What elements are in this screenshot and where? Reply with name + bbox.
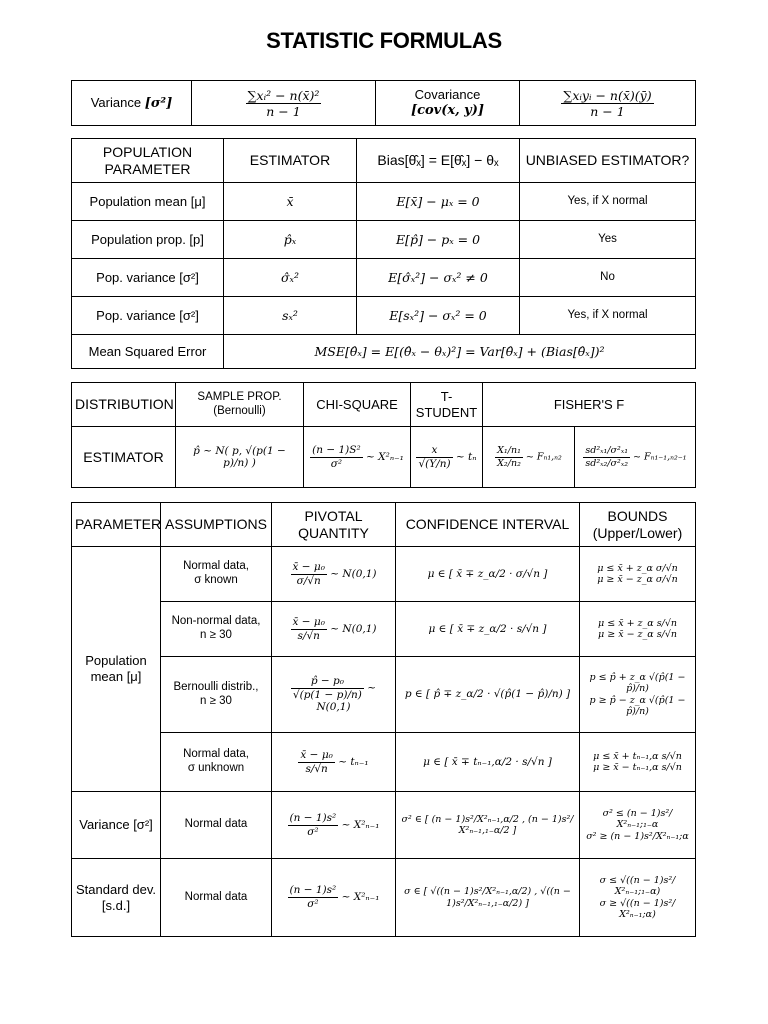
ci-cell: μ ∈ [ x̄ ∓ z_α/2 · s/√n ] bbox=[396, 602, 580, 657]
estimator-label: ESTIMATOR bbox=[72, 427, 176, 488]
fisher-formula-1: $\frac{\text{X₁/n₁}}{\text{X₂/n₂}}$ ~ Fₙ₁,ₙ₂ bbox=[483, 427, 575, 488]
pivot-cell: $\frac{\text{x̄ − μ₀}}{s/√n}$ ~ N(0,1) bbox=[272, 602, 396, 657]
row-unbiased: Yes bbox=[520, 221, 696, 259]
pivot-cell: $\frac{\text{x̄ − μ₀}}{\sigma/√n}$ ~ N(0,1) bbox=[272, 547, 396, 602]
row-estimator: σ̂ₓ² bbox=[224, 259, 357, 297]
ci-cell: μ ∈ [ x̄ ∓ z_α/2 · σ/√n ] bbox=[396, 547, 580, 602]
pivot-cell: $\frac{\text{x̄ − μ₀}}{s/√n}$ ~ tₙ₋₁ bbox=[272, 733, 396, 792]
row-estimator: sₓ² bbox=[224, 297, 357, 335]
sd-param-label: Standard dev. [s.d.] bbox=[72, 859, 161, 937]
bounds-cell: σ ≤ √((n − 1)s²/Χ²ₙ₋₁;₁₋α) σ ≥ √((n − 1)s²/Χ²ₙ₋₁;α) bbox=[580, 859, 696, 937]
row-param: Pop. variance [σ²] bbox=[72, 297, 224, 335]
assumption-cell: Normal data bbox=[161, 859, 272, 937]
chi-square-header: CHI-SQUARE bbox=[304, 383, 411, 427]
mse-formula: MSE[θ̂ₓ] = E[(θ̂ₓ − θₓ)²] = Var[θ̂ₓ] + (Bias[θ̂ₓ])² bbox=[224, 335, 696, 369]
assumption-cell: Bernoulli distrib., n ≥ 30 bbox=[161, 657, 272, 733]
bounds-cell: μ ≤ x̄ + z_α s/√n μ ≥ x̄ − z_α s/√n bbox=[580, 602, 696, 657]
header-population-parameter: POPULATION PARAMETER bbox=[72, 139, 224, 183]
chi-square-formula: $\frac{\text{(n − 1)S²}}{\text{σ²}}$ ~ Χ²ₙ₋₁ bbox=[304, 427, 411, 488]
row-param: Population mean [μ] bbox=[72, 183, 224, 221]
distribution-table bbox=[71, 382, 696, 488]
row-unbiased: Yes, if X normal bbox=[520, 297, 696, 335]
t-student-formula: $\frac{x}{√(Y/n)}$ ~ tₙ bbox=[411, 427, 483, 488]
header-pivotal-quantity: PIVOTAL QUANTITY bbox=[272, 503, 396, 547]
page-title: STATISTIC FORMULAS bbox=[266, 28, 502, 53]
bounds-cell: μ ≤ x̄ + z_α σ/√n μ ≥ x̄ − z_α σ/√n bbox=[580, 547, 696, 602]
row-unbiased: Yes, if X normal bbox=[520, 183, 696, 221]
sample-prop-header: SAMPLE PROP. (Bernoulli) bbox=[176, 383, 304, 427]
row-unbiased: No bbox=[520, 259, 696, 297]
header-unbiased: UNBIASED ESTIMATOR? bbox=[520, 139, 696, 183]
bounds-cell: σ² ≤ (n − 1)s²/Χ²ₙ₋₁;₁₋α σ² ≥ (n − 1)s²/Χ²ₙ₋₁;α bbox=[580, 792, 696, 859]
row-bias: E[sₓ²] − σₓ² = 0 bbox=[357, 297, 520, 335]
variance-covariance-table bbox=[71, 80, 696, 126]
header-parameter: PARAMETER bbox=[72, 503, 161, 547]
covariance-formula: ∑xᵢyᵢ − n(x̄)(ȳ) n − 1 bbox=[520, 81, 696, 126]
header-bias: Bias[θ̂ₓ] = E[θ̂ₓ] − θₓ bbox=[357, 139, 520, 183]
ci-cell: μ ∈ [ x̄ ∓ tₙ₋₁,α/2 · s/√n ] bbox=[396, 733, 580, 792]
distribution-label: DISTRIBUTION bbox=[72, 383, 176, 427]
ci-cell: σ ∈ [ √((n − 1)s²/Χ²ₙ₋₁,α/2) , √((n − 1)s²/Χ²ₙ₋₁,₁₋α/2) ] bbox=[396, 859, 580, 937]
row-estimator: p̂ₓ bbox=[224, 221, 357, 259]
mse-label: Mean Squared Error bbox=[72, 335, 224, 369]
fisher-formula-2: $\frac{\text{sd²ₓ₁/σ²ₓ₁}}{\text{sd²ₓ₂/σ²ₓ₂}}$ ~ Fₙ₁₋₁,ₙ₂₋₁ bbox=[575, 427, 696, 488]
variance-formula: $\frac{\text{∑xᵢ² − n(x̄)²}}{n - 1}$ bbox=[192, 81, 376, 126]
variance-label: Variance [σ²] bbox=[72, 81, 192, 126]
row-bias: E[p̂] − pₓ = 0 bbox=[357, 221, 520, 259]
header-confidence-interval: CONFIDENCE INTERVAL bbox=[396, 503, 580, 547]
confidence-interval-table bbox=[71, 502, 696, 937]
row-estimator: x̄ bbox=[224, 183, 357, 221]
variance-param-label: Variance [σ²] bbox=[72, 792, 161, 859]
population-mean-label: Population mean [μ] bbox=[72, 547, 161, 792]
assumption-cell: Normal data, σ unknown bbox=[161, 733, 272, 792]
estimator-table bbox=[71, 138, 696, 369]
ci-cell: p ∈ [ p̂ ∓ z_α/2 · √(p̂(1 − p̂)/n) ] bbox=[396, 657, 580, 733]
row-param: Population prop. [p] bbox=[72, 221, 224, 259]
assumption-cell: Normal data bbox=[161, 792, 272, 859]
sample-prop-formula: p̂ ~ N( p, √(p(1 − p)/n) ) bbox=[176, 427, 304, 488]
row-param: Pop. variance [σ²] bbox=[72, 259, 224, 297]
row-bias: E[σ̂ₓ²] − σₓ² ≠ 0 bbox=[357, 259, 520, 297]
bounds-cell: μ ≤ x̄ + tₙ₋₁,α s/√n μ ≥ x̄ − tₙ₋₁,α s/√n bbox=[580, 733, 696, 792]
pivot-cell: $\frac{\text{(n − 1)s²}}{\text{σ²}}$ ~ Χ²ₙ₋₁ bbox=[272, 859, 396, 937]
t-student-header: T-STUDENT bbox=[411, 383, 483, 427]
ci-cell: σ² ∈ [ (n − 1)s²/Χ²ₙ₋₁,α/2 , (n − 1)s²/Χ²ₙ₋₁,₁₋α/2 ] bbox=[396, 792, 580, 859]
assumption-cell: Non-normal data, n ≥ 30 bbox=[161, 602, 272, 657]
header-bounds: BOUNDS (Upper/Lower) bbox=[580, 503, 696, 547]
bounds-cell: p ≤ p̂ + z_α √(p̂(1 − p̂)/n) p ≥ p̂ − z_α √(p̂(1 − p̂)/n) bbox=[580, 657, 696, 733]
pivot-cell: $\frac{\text{p̂ − p₀}}{√(p(1 - p)/n)}$ ~ N(0,1) bbox=[272, 657, 396, 733]
header-estimator: ESTIMATOR bbox=[224, 139, 357, 183]
fisher-header: FISHER'S F bbox=[483, 383, 696, 427]
row-bias: E[x̄] − μₓ = 0 bbox=[357, 183, 520, 221]
covariance-label: Covariance [cov(x, y)] bbox=[376, 81, 520, 126]
header-assumptions: ASSUMPTIONS bbox=[161, 503, 272, 547]
assumption-cell: Normal data, σ known bbox=[161, 547, 272, 602]
pivot-cell: $\frac{\text{(n − 1)s²}}{\text{σ²}}$ ~ Χ²ₙ₋₁ bbox=[272, 792, 396, 859]
